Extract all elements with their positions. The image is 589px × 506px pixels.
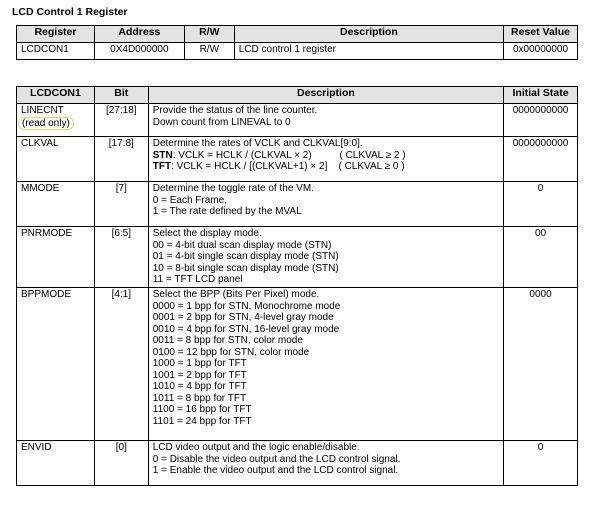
field-bit: [7] (94, 182, 148, 227)
field-bit: [27:18] (94, 104, 148, 137)
field-initial-state: 00 (504, 227, 578, 288)
description-line: Provide the status of the line counter. (152, 105, 318, 116)
field-initial-state: 0000000000 (504, 104, 578, 137)
field-bit: [6:5] (94, 227, 148, 288)
stn-label: STN (152, 149, 173, 161)
description-line: 1101 = 24 bpp for TFT (152, 415, 252, 427)
register-row (17, 43, 578, 60)
description-line: 10 = 8-bit single scan display mode (STN) (152, 262, 339, 274)
table-row (17, 137, 578, 182)
field-name: PNRMODE (17, 227, 95, 288)
header-field-description: Description (148, 87, 503, 104)
header-address: Address (94, 26, 184, 43)
register-description: LCD control 1 register (234, 43, 503, 60)
description-line: 11 = TFT LCD panel (152, 274, 243, 285)
field-name: LINECNT (21, 105, 64, 116)
description-line: 1010 = 4 bpp for TFT (152, 381, 247, 392)
field-description (148, 441, 503, 486)
description-line: 0011 = 8 bpp for STN, color mode (152, 335, 303, 346)
field-name-cell (17, 104, 95, 137)
field-bit: [4:1] (94, 288, 148, 441)
field-initial-state: 0 (504, 441, 578, 486)
field-description (148, 288, 503, 441)
description-line: 01 = 4-bit single scan display mode (STN) (152, 251, 339, 262)
tft-formula: : VCLK = HCLK / [(CLKVAL+1) × 2] ( CLKVAL ≥ 0 ) (171, 161, 405, 172)
description-line: 0 = Disable the video output and the LCD control signal. (152, 453, 401, 465)
field-description (148, 182, 503, 227)
description-line: LCD video output and the logic enable/disable. (152, 442, 360, 453)
description-line: 0 = Each Frame, (152, 194, 227, 206)
header-initial-state: Initial State (504, 87, 578, 104)
table-row (17, 227, 578, 288)
field-name: MMODE (17, 182, 95, 227)
register-name: LCDCON1 (17, 43, 95, 60)
header-reset-value: Reset Value (504, 26, 578, 43)
register-header-row (17, 26, 578, 43)
table-row (17, 182, 578, 227)
field-initial-state: 0000 (504, 288, 578, 441)
stn-formula: : VCLK = HCLK / (CLKVAL × 2) ( CLKVAL ≥ 2 ) (172, 149, 406, 161)
description-line: 0010 = 4 bpp for STN, 16-level gray mode (152, 323, 340, 335)
field-description (148, 104, 503, 137)
field-name: CLKVAL (17, 137, 95, 182)
fields-header-row (17, 87, 578, 104)
field-name: BPPMODE (17, 288, 95, 441)
tft-label: TFT (152, 161, 172, 172)
header-register: Register (17, 26, 95, 43)
header-rw: R/W (184, 26, 234, 43)
table-row (17, 441, 578, 486)
description-line (153, 161, 499, 173)
table-row (17, 104, 578, 137)
description-line: 00 = 4-bit dual scan display mode (STN) (152, 239, 332, 251)
field-bit: [0] (94, 441, 148, 486)
description-line: 1 = The rate defined by the MVAL (152, 206, 302, 217)
description-line (153, 150, 499, 162)
field-bit: [17:8] (94, 137, 148, 182)
table-row (17, 288, 578, 441)
description-line: 1000 = 1 bpp for TFT (152, 358, 247, 369)
field-name: ENVID (17, 441, 95, 486)
description-line: 1011 = 8 bpp for TFT (152, 392, 247, 404)
read-only-note: (read only) (18, 117, 74, 131)
field-initial-state: 0000000000 (504, 137, 578, 182)
description-line: 1001 = 2 bpp for TFT (152, 369, 247, 381)
description-line: 0100 = 12 bpp for STN, color mode (152, 346, 310, 358)
register-rw: R/W (184, 43, 234, 60)
field-description (148, 227, 503, 288)
field-initial-state: 0 (504, 182, 578, 227)
field-description (148, 137, 503, 182)
description-line: Determine the toggle rate of the VM. (152, 183, 314, 194)
description-line: Select the display mode. (152, 228, 262, 239)
description-line: 1 = Enable the video output and the LCD control signal. (152, 465, 399, 476)
register-reset-value: 0x00000000 (504, 43, 578, 60)
header-field-name: LCDCON1 (17, 87, 95, 104)
register-summary-table (16, 25, 578, 60)
bit-field-table (16, 86, 578, 486)
page-title: LCD Control 1 Register (12, 6, 128, 18)
register-address: 0X4D000000 (94, 43, 184, 60)
description-line: 0001 = 2 bpp for STN, 4-level gray mode (152, 312, 334, 323)
description-line: Determine the rates of VCLK and CLKVAL[9:0]. (152, 138, 363, 149)
description-line: Down count from LINEVAL to 0 (152, 116, 291, 128)
header-description: Description (234, 26, 503, 43)
description-line: Select the BPP (Bits Per Pixel) mode. (152, 289, 320, 300)
description-line: 0000 = 1 bpp for STN, Monochrome mode (152, 300, 341, 312)
header-bit: Bit (94, 87, 148, 104)
description-line: 1100 = 16 bpp for TFT (152, 404, 252, 415)
